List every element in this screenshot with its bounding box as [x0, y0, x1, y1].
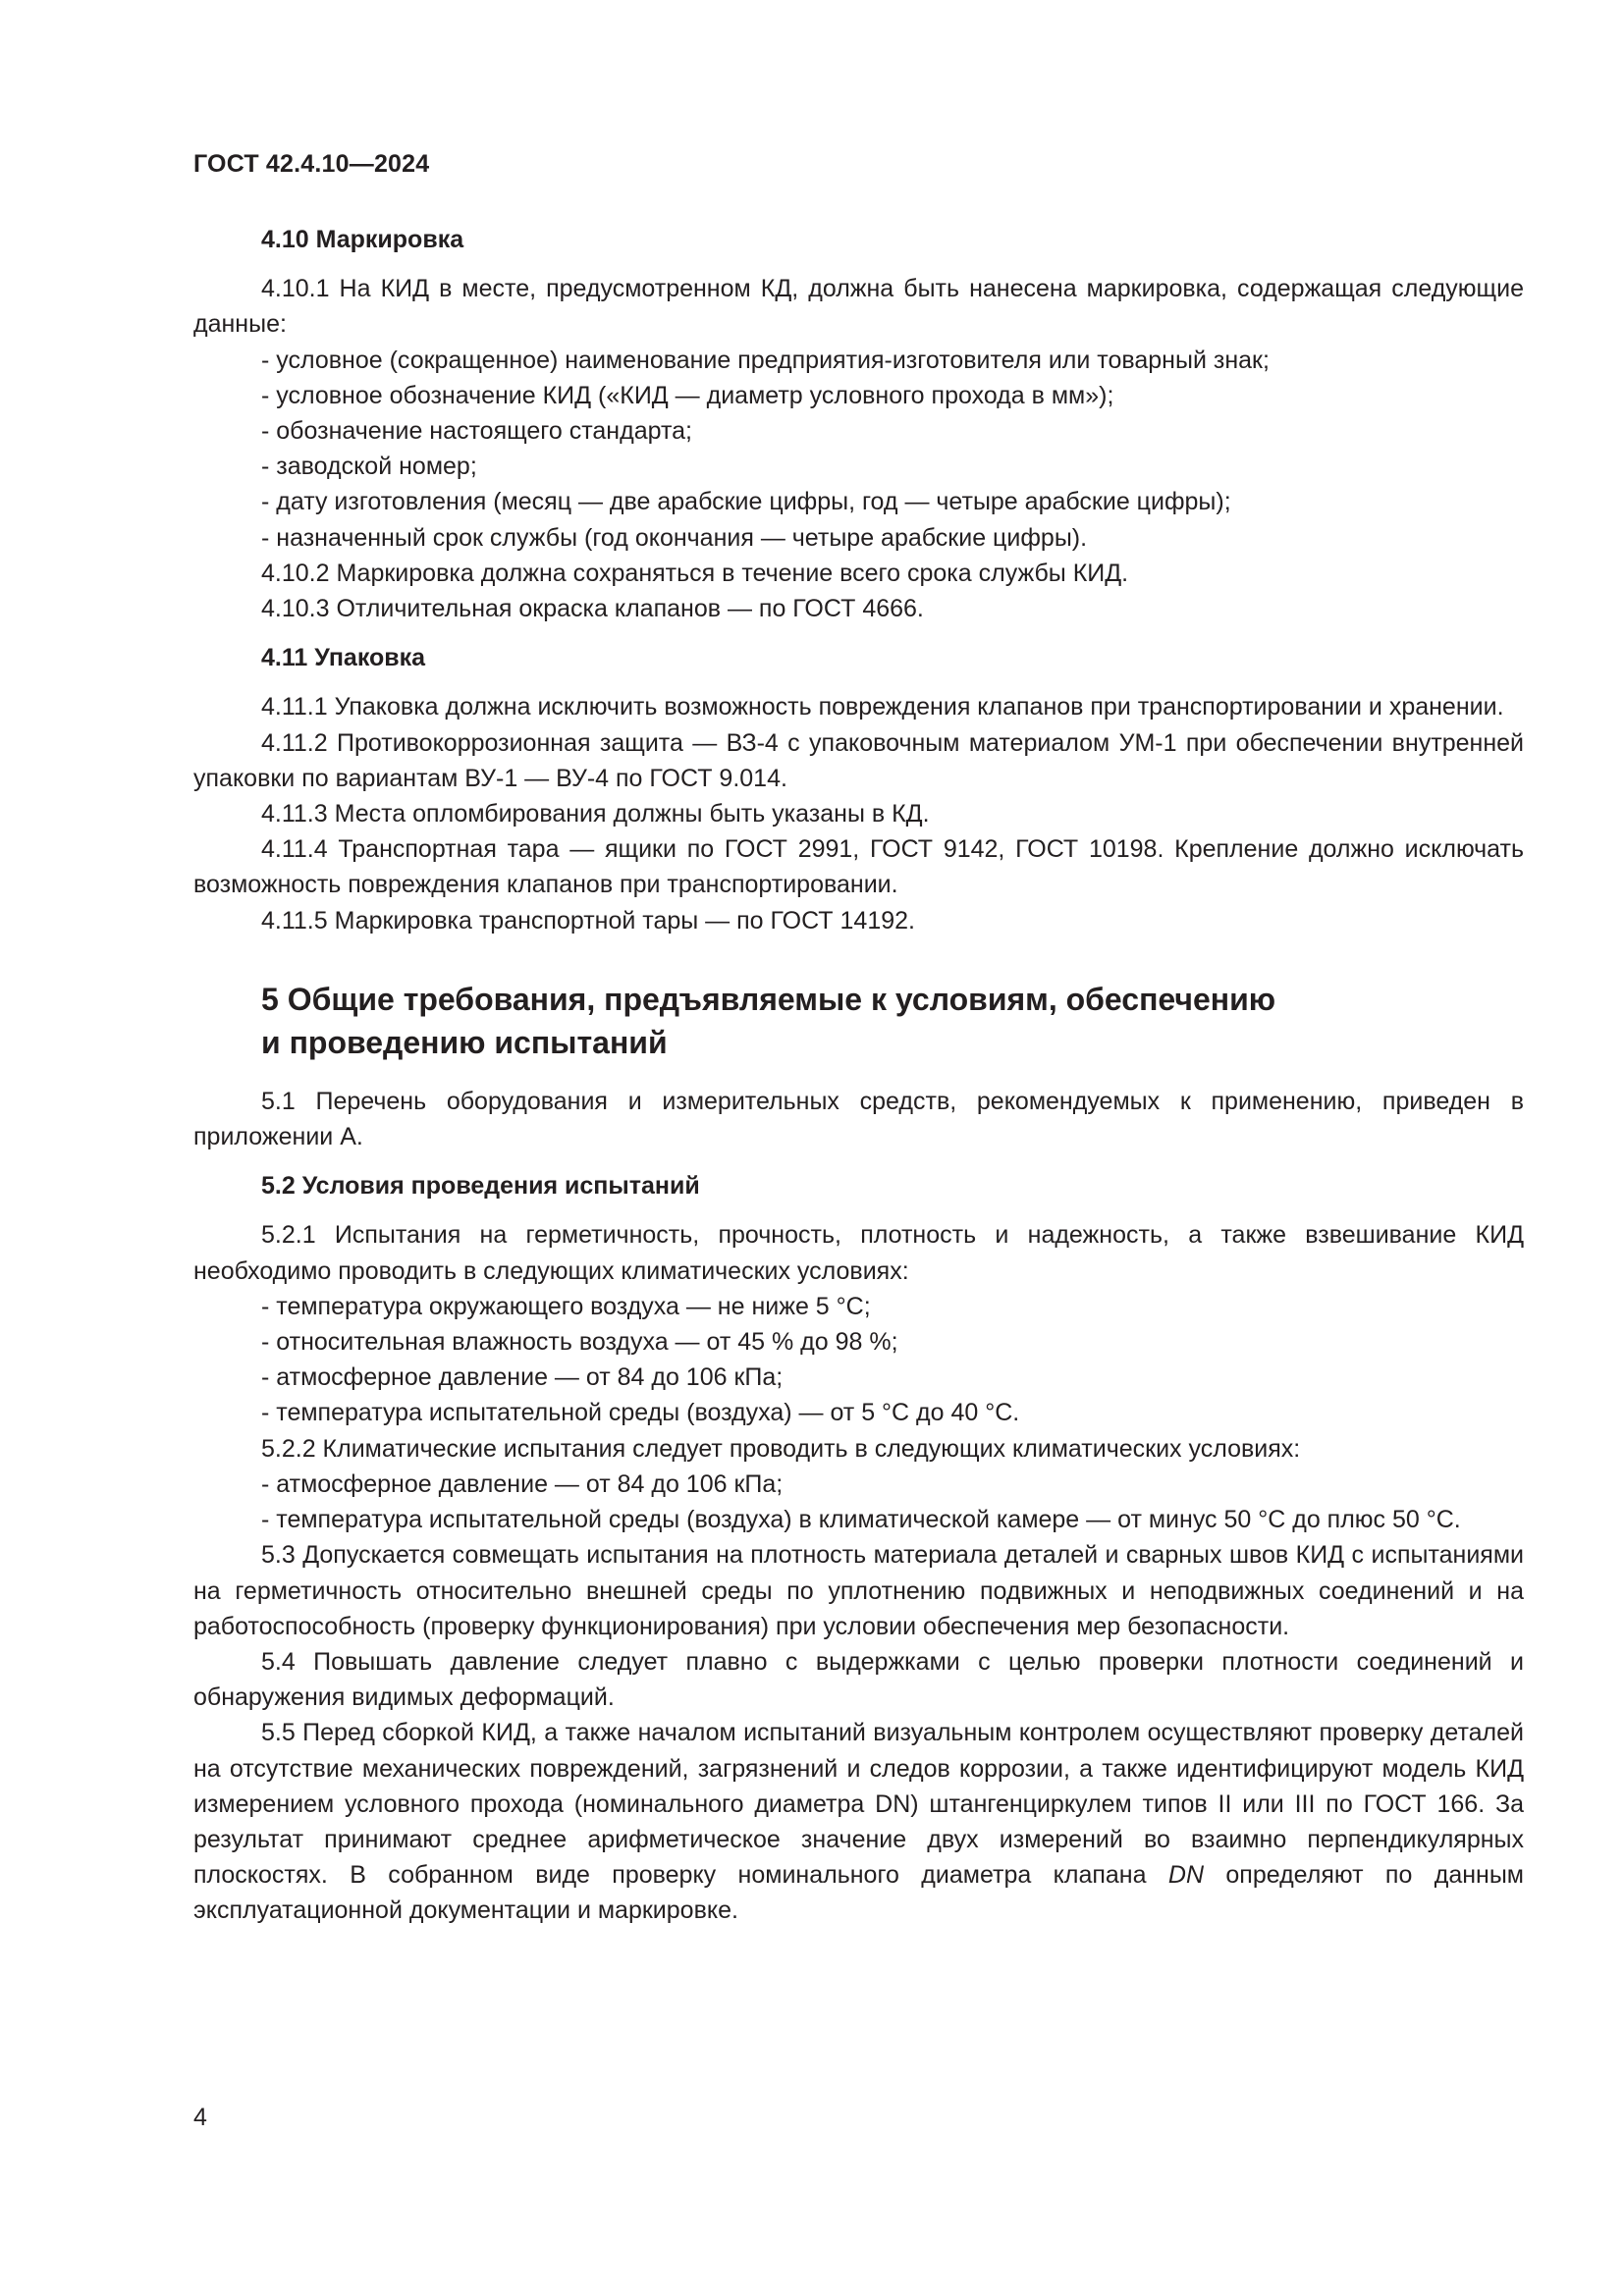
- paragraph-5-5-dn-italic: DN: [1167, 1861, 1205, 1890]
- paragraph-4-11-5: 4.11.5 Маркировка транспортной тары — по ГОСТ 14192.: [261, 906, 915, 934]
- list-item: - атмосферное давление — от 84 до 106 кПа;: [261, 1363, 784, 1392]
- list-item: - относительная влажность воздуха — от 45 % до 98 %;: [261, 1328, 898, 1357]
- paragraph-4-10-2: 4.10.2 Маркировка должна сохраняться в течение всего срока службы КИД.: [261, 559, 1129, 587]
- document-body: [193, 222, 1524, 1929]
- list-item: - дату изготовления (месяц — две арабские цифры, год — четыре арабские цифры);: [261, 488, 1231, 516]
- list-item: - условное обозначение КИД («КИД — диаметр условного прохода в мм»);: [261, 381, 1114, 409]
- paragraph-4-11-3: 4.11.3 Места опломбирования должны быть указаны в КД.: [261, 800, 930, 828]
- section-5-heading-line-2: и проведению испытаний: [261, 1024, 668, 1060]
- paragraph-4-11-1: 4.11.1 Упаковка должна исключить возможность повреждения клапанов при транспортировании и хранении.: [261, 693, 1504, 721]
- paragraph-5-3: 5.3 Допускается совмещать испытания на плотность материала деталей и сварных швов КИД с испытаниями на герметичность относительно внешней среды по уплотнению подвижных и неподвижных соединений и на работоспособность (проверку функционирования) при условии обеспечения мер безопасности.: [193, 1541, 1524, 1640]
- paragraph-5-2-2: 5.2.2 Климатические испытания следует проводить в следующих климатических условиях:: [261, 1434, 1301, 1463]
- list-item: - заводской номер;: [261, 453, 477, 481]
- paragraph-4-11-4: 4.11.4 Транспортная тара — ящики по ГОСТ 2991, ГОСТ 9142, ГОСТ 10198. Крепление должно исключать возможность повреждения клапанов при транспортировании.: [193, 835, 1524, 899]
- list-item: - температура испытательной среды (воздуха) — от 5 °C до 40 °C.: [261, 1399, 1020, 1427]
- section-4-11-heading: 4.11 Упаковка: [261, 644, 426, 672]
- paragraph-5-4: 5.4 Повышать давление следует плавно с выдержками с целью проверки плотности соединений и обнаружения видимых деформаций.: [193, 1647, 1524, 1712]
- page-number: 4: [193, 2104, 207, 2131]
- list-item: - обозначение настоящего стандарта;: [261, 417, 692, 446]
- paragraph-4-10-1: 4.10.1 На КИД в месте, предусмотренном КД, должна быть нанесена маркировка, содержащая следующие данные:: [193, 275, 1524, 339]
- list-item: - назначенный срок службы (год окончания — четыре арабские цифры).: [261, 523, 1088, 552]
- paragraph-5-5-text-end: определяют по данным эксплуатационной документации и маркировке.: [193, 1861, 1524, 1925]
- section-5-2-heading: 5.2 Условия проведения испытаний: [261, 1172, 700, 1201]
- list-item: - атмосферное давление — от 84 до 106 кПа;: [261, 1469, 784, 1498]
- section-5-heading: [193, 978, 1390, 1064]
- section-5-heading-line-1: 5 Общие требования, предъявляемые к условиям, обеспечению: [261, 981, 1276, 1017]
- paragraph-4-11-2: 4.11.2 Противокоррозионная защита — ВЗ-4 с упаковочным материалом УМ-1 при обеспечении внутренней упаковки по вариантам ВУ-1 — ВУ-4 по ГОСТ 9.014.: [193, 728, 1524, 792]
- paragraph-5-1: 5.1 Перечень оборудования и измерительных средств, рекомендуемых к применению, приведен в приложении А.: [193, 1087, 1524, 1151]
- paragraph-5-5: [193, 1715, 1524, 1928]
- section-4-10-heading: 4.10 Маркировка: [261, 226, 464, 253]
- paragraph-5-5-text: 5.5 Перед сборкой КИД, а также началом испытаний визуальным контролем осуществляют проверку деталей на отсутствие механических повреждений, загрязнений и следов коррозии, а также идентифицируют модель КИД измерением условного прохода (номинального диаметра DN) штангенциркулем типов II или III по ГОСТ 166. За результат принимают среднее арифметическое значение двух измерений во взаимно перпендикулярных плоскостях. В собранном виде проверку номинального диаметра клапана: [193, 1719, 1524, 1890]
- list-item: - температура окружающего воздуха — не ниже 5 °C;: [261, 1292, 871, 1320]
- paragraph-4-10-3: 4.10.3 Отличительная окраска клапанов — по ГОСТ 4666.: [261, 595, 924, 623]
- paragraph-5-2-1: 5.2.1 Испытания на герметичность, прочность, плотность и надежность, а также взвешивание КИД необходимо проводить в следующих климатических условиях:: [193, 1221, 1524, 1285]
- list-item: - условное (сокращенное) наименование предприятия-изготовителя или товарный знак;: [261, 346, 1270, 374]
- list-item: - температура испытательной среды (воздуха) в климатической камере — от минус 50 °C до плюс 50 °C.: [261, 1506, 1461, 1534]
- document-code-header: ГОСТ 42.4.10—2024: [193, 150, 430, 178]
